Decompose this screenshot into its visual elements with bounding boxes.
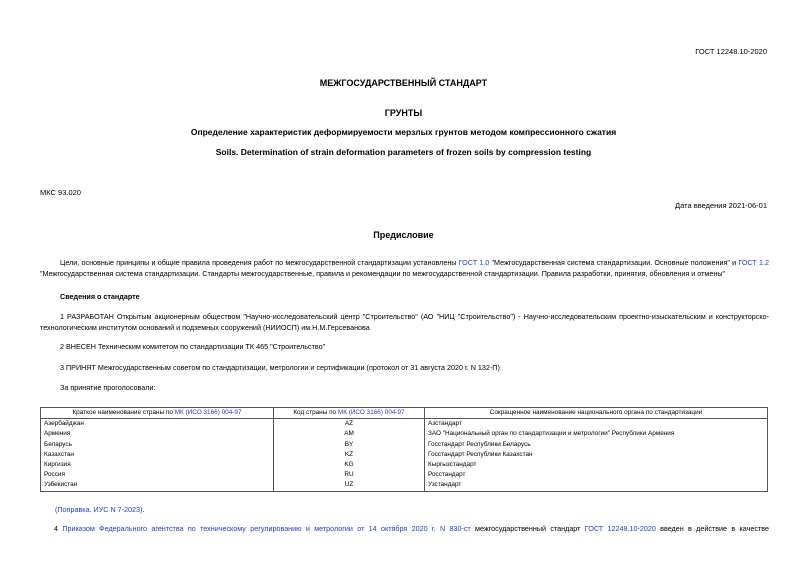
gost-12248-link[interactable]: ГОСТ 12248.10-2020 (584, 524, 656, 533)
cell-body: Кыргызстандарт (425, 460, 768, 470)
amendment-tail: . (142, 505, 145, 514)
item-4-num: 4 (54, 524, 63, 533)
col-body-header: Сокращенное наименование национального органа по стандартизации (425, 408, 768, 419)
cell-code: KG (274, 460, 425, 470)
table-row (41, 480, 768, 491)
item-2: 2 ВНЕСЕН Техническим комитетом по стандартизации ТК 465 "Строительство" (60, 342, 326, 351)
table-header-row (41, 408, 768, 419)
cell-code: AZ (274, 419, 425, 430)
cell-code: RU (274, 470, 425, 480)
cell-code: KZ (274, 450, 425, 460)
col-country-header-text: Краткое наименование страны по (72, 409, 175, 416)
cell-code: UZ (274, 480, 425, 491)
item-4-tail: введен в действие в качестве (655, 524, 769, 533)
table-row (41, 429, 768, 439)
subtitle-ru: Определение характеристик деформируемости мерзлых грунтов методом компрессионного сжатия (190, 127, 617, 137)
cell-country: Казахстан (41, 450, 274, 460)
foreword-text-b: "Межгосударственная система стандартизации. Основные положения" и (489, 258, 739, 267)
table-row (41, 470, 768, 480)
cell-country: Россия (41, 470, 274, 480)
standard-type: МЕЖГОСУДАРСТВЕННЫЙ СТАНДАРТ (319, 78, 488, 88)
cell-country: Азербайджан (41, 419, 274, 430)
gost-1-2-link[interactable]: ГОСТ 1.2 (738, 258, 769, 267)
col-code-header-text: Код страны по (293, 409, 338, 416)
col-country-header (41, 408, 274, 419)
countries-table (40, 407, 768, 492)
amendment-note (55, 505, 144, 514)
foreword-text-c: "Межгосударственная система стандартизации. Стандарты межгосударственные, правила и рекомендации по межгосударственной стандартизации. Правила разработки, принятия, обновления и отмены" (40, 268, 726, 278)
table-row (41, 419, 768, 430)
document-title: ГРУНТЫ (384, 108, 423, 118)
col-code-header (274, 408, 425, 419)
cell-body: Госстандарт Республики Казахстан (425, 450, 768, 460)
cell-body: Росстандарт (425, 470, 768, 480)
cell-code: BY (274, 440, 425, 450)
mk-iso-link[interactable]: МК (ИСО 3166) 004-97 (174, 409, 242, 416)
table-row (41, 450, 768, 460)
doc-code: ГОСТ 12248.10-2020 (695, 47, 767, 56)
item-4 (40, 524, 769, 535)
item-3: 3 ПРИНЯТ Межгосударственным советом по стандартизации, метрологии и сертификации (протокол от 31 августа 2020 г. N 132-П) (60, 363, 500, 372)
cell-body: Узстандарт (425, 480, 768, 491)
amendment-link[interactable]: (Поправка. ИУС N 7-2023) (55, 505, 143, 514)
intro-date: Дата введения 2021-06-01 (675, 201, 767, 210)
cell-country: Армения (41, 429, 274, 439)
foreword-heading: Предисловие (373, 230, 434, 240)
foreword-paragraph (40, 258, 769, 279)
table-row (41, 460, 768, 470)
cell-country: Беларусь (41, 440, 274, 450)
cell-body: Госстандарт Республики Беларусь (425, 440, 768, 450)
gost-1-0-link[interactable]: ГОСТ 1.0 (458, 258, 490, 267)
mks-code: МКС 93.020 (40, 188, 81, 197)
cell-body: Азстандарт (425, 419, 768, 430)
cell-body: ЗАО "Национальный орган по стандартизации и метрологии" Республики Армения (425, 429, 768, 439)
cell-code: AM (274, 429, 425, 439)
foreword-text-a: Цели, основные принципы и общие правила проведения работ по межгосударственной стандартизации установлены (60, 258, 459, 267)
order-link[interactable]: Приказом Федерального агентства по техническому регулированию и метрологии от 14 октября 2020 г. N 830-ст (62, 524, 471, 533)
voted-label: За принятие проголосовали: (60, 383, 156, 392)
item-4-mid: межгосударственный стандарт (470, 524, 585, 533)
cell-country: Киргизия (41, 460, 274, 470)
subtitle-en: Soils. Determination of strain deformation parameters of frozen soils by compression testing (215, 147, 592, 157)
item-1: 1 РАЗРАБОТАН Открытым акционерным обществом "Научно-исследовательский центр "Строительство" (АО "НИЦ "Строительство") - Научно-исследовательским проектно-изыскательским и конструкторско-технологическим институтом оснований и подземных сооружений (НИИОСП) им.Н.М.Герсеванова (40, 312, 769, 332)
cell-country: Узбекистан (41, 480, 274, 491)
mk-iso-link-2[interactable]: МК (ИСО 3166) 004-97 (337, 409, 405, 416)
info-heading: Сведения о стандарте (60, 292, 140, 301)
table-row (41, 440, 768, 450)
